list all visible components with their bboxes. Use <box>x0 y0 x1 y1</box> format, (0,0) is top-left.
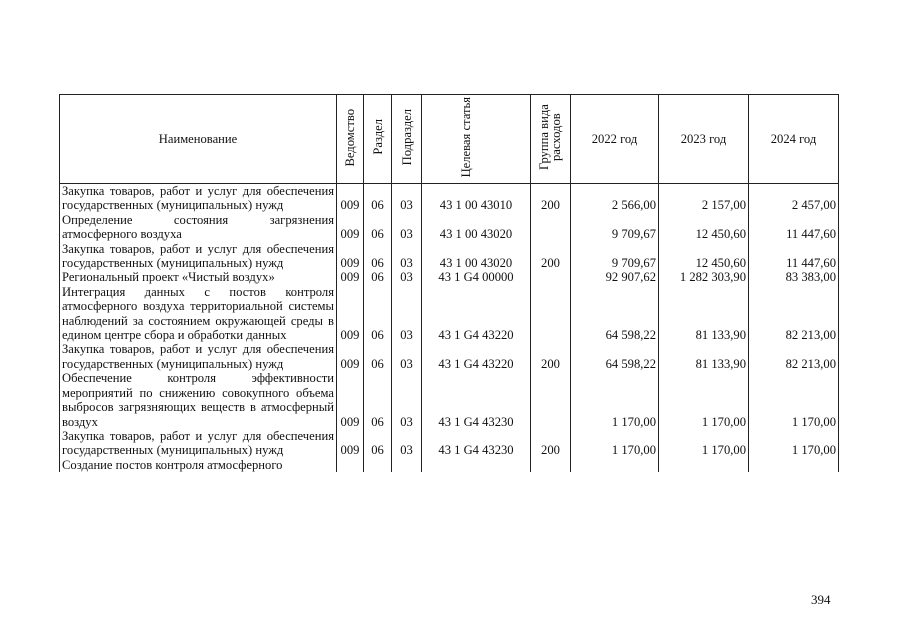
row-2022: 92 907,62 <box>571 270 659 284</box>
row-dept <box>337 458 364 472</box>
row-name: Закупка товаров, работ и услуг для обеспечения государственных (муниципальных) нужд <box>60 342 337 371</box>
row-target: 43 1 G4 43230 <box>422 429 531 458</box>
row-target: 43 1 00 43020 <box>422 242 531 271</box>
row-group <box>531 285 571 343</box>
row-dept: 009 <box>337 242 364 271</box>
row-group: 200 <box>531 342 571 371</box>
row-subsection <box>392 458 422 472</box>
row-name: Определение состояния загрязнения атмосферного воздуха <box>60 213 337 242</box>
row-2022: 64 598,22 <box>571 285 659 343</box>
row-subsection: 03 <box>392 285 422 343</box>
header-name: Наименование <box>60 95 337 184</box>
budget-table <box>59 94 839 472</box>
row-target: 43 1 G4 43220 <box>422 285 531 343</box>
header-target: Целевая статья <box>422 95 531 184</box>
row-2022 <box>571 458 659 472</box>
table-row <box>60 458 839 472</box>
header-dept: Ведомство <box>337 95 364 184</box>
row-dept: 009 <box>337 184 364 213</box>
row-subsection: 03 <box>392 371 422 429</box>
row-section: 06 <box>364 270 392 284</box>
row-subsection: 03 <box>392 270 422 284</box>
row-dept: 009 <box>337 270 364 284</box>
header-section: Раздел <box>364 95 392 184</box>
row-section <box>364 458 392 472</box>
row-name: Закупка товаров, работ и услуг для обеспечения государственных (муниципальных) нужд <box>60 242 337 271</box>
row-2022: 9 709,67 <box>571 242 659 271</box>
row-2024: 11 447,60 <box>749 242 839 271</box>
row-section: 06 <box>364 285 392 343</box>
row-target <box>422 458 531 472</box>
table-row <box>60 342 839 371</box>
row-subsection: 03 <box>392 213 422 242</box>
row-section: 06 <box>364 371 392 429</box>
table-row <box>60 184 839 213</box>
header-row <box>60 95 839 184</box>
row-2023: 81 133,90 <box>659 285 749 343</box>
row-dept: 009 <box>337 285 364 343</box>
table-row <box>60 242 839 271</box>
row-group <box>531 371 571 429</box>
row-subsection: 03 <box>392 242 422 271</box>
header-2024: 2024 год <box>749 95 839 184</box>
table-row <box>60 270 839 284</box>
row-target: 43 1 00 43020 <box>422 213 531 242</box>
row-group: 200 <box>531 184 571 213</box>
row-2023 <box>659 458 749 472</box>
row-2024: 1 170,00 <box>749 429 839 458</box>
row-group: 200 <box>531 429 571 458</box>
row-subsection: 03 <box>392 342 422 371</box>
header-2023: 2023 год <box>659 95 749 184</box>
row-2024: 2 457,00 <box>749 184 839 213</box>
table-row <box>60 285 839 343</box>
row-2023: 12 450,60 <box>659 213 749 242</box>
table-row <box>60 213 839 242</box>
row-2022: 9 709,67 <box>571 213 659 242</box>
row-2023: 81 133,90 <box>659 342 749 371</box>
row-2023: 1 170,00 <box>659 429 749 458</box>
row-section: 06 <box>364 213 392 242</box>
row-target: 43 1 G4 43220 <box>422 342 531 371</box>
row-group <box>531 458 571 472</box>
header-2022: 2022 год <box>571 95 659 184</box>
row-dept: 009 <box>337 342 364 371</box>
row-target: 43 1 G4 00000 <box>422 270 531 284</box>
row-2024: 82 213,00 <box>749 342 839 371</box>
row-target: 43 1 00 43010 <box>422 184 531 213</box>
row-section: 06 <box>364 242 392 271</box>
row-section: 06 <box>364 429 392 458</box>
row-2022: 1 170,00 <box>571 429 659 458</box>
row-name: Обеспечение контроля эффективности мероприятий по снижению совокупного объема выбросов загрязняющих веществ в атмосферный воздух <box>60 371 337 429</box>
row-group <box>531 270 571 284</box>
row-group <box>531 213 571 242</box>
row-name: Закупка товаров, работ и услуг для обеспечения государственных (муниципальных) нужд <box>60 184 337 213</box>
row-2024 <box>749 458 839 472</box>
row-2024: 83 383,00 <box>749 270 839 284</box>
header-group: Группа вида расходов <box>531 95 571 184</box>
row-subsection: 03 <box>392 184 422 213</box>
row-group: 200 <box>531 242 571 271</box>
row-2022: 64 598,22 <box>571 342 659 371</box>
row-2024: 11 447,60 <box>749 213 839 242</box>
row-name: Интеграция данных с постов контроля атмосферного воздуха территориальной системы наблюдений за состоянием окружающей среды в едином центре сбора и обработки данных <box>60 285 337 343</box>
row-section: 06 <box>364 342 392 371</box>
table-row <box>60 371 839 429</box>
row-name: Закупка товаров, работ и услуг для обеспечения государственных (муниципальных) нужд <box>60 429 337 458</box>
page-number: 394 <box>811 592 831 607</box>
row-2023: 1 170,00 <box>659 371 749 429</box>
row-2022: 1 170,00 <box>571 371 659 429</box>
row-subsection: 03 <box>392 429 422 458</box>
row-2022: 2 566,00 <box>571 184 659 213</box>
row-dept: 009 <box>337 371 364 429</box>
row-2024: 1 170,00 <box>749 371 839 429</box>
row-name: Региональный проект «Чистый воздух» <box>60 270 337 284</box>
row-target: 43 1 G4 43230 <box>422 371 531 429</box>
header-subsection: Подраздел <box>392 95 422 184</box>
row-name: Создание постов контроля атмосферного <box>60 458 337 472</box>
row-2023: 1 282 303,90 <box>659 270 749 284</box>
row-section: 06 <box>364 184 392 213</box>
row-2023: 12 450,60 <box>659 242 749 271</box>
row-dept: 009 <box>337 429 364 458</box>
row-dept: 009 <box>337 213 364 242</box>
table-row <box>60 429 839 458</box>
row-2024: 82 213,00 <box>749 285 839 343</box>
row-2023: 2 157,00 <box>659 184 749 213</box>
